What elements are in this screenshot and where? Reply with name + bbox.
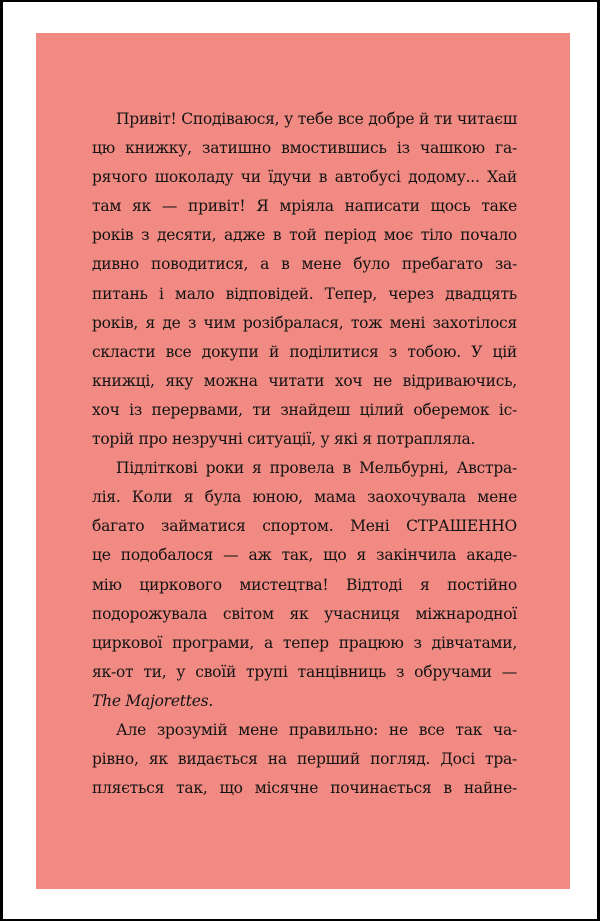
paragraph-3-line-1: Але зрозумій мене правильно: не все так ча- — [116, 720, 517, 739]
paragraph-2-line-9 — [92, 687, 517, 716]
paragraph-2-line-6: подорожувала світом як учасниця міжнародної — [92, 604, 517, 623]
paragraph-3-line-3: пляється так, що місячне починається в найне- — [92, 779, 517, 798]
paragraph-1-line-8: років, я де з чим розібралася, тож мені захотілося — [92, 313, 517, 332]
paragraph-1-line-9: скласти все докупи й поділитися з тобою. У цій — [92, 342, 517, 361]
paragraph-1-line-2: цю книжку, затишно вмостившись із чашкою га- — [92, 139, 517, 158]
paragraph-1-line-6: дивно поводитися, а в мене було пребагато за- — [92, 255, 517, 274]
italic-title: The Majorettes. — [92, 691, 214, 710]
paragraph-2-line-3: багато займатися спортом. Мені СТРАШЕННО — [92, 517, 517, 536]
paragraph-1-line-12: торій про незручні ситуації, у які я потрапляла. — [92, 430, 476, 449]
paragraph-2-line-5: мію циркового мистецтва! Відтоді я постійно — [92, 575, 517, 594]
paragraph-2-line-1: Підліткові роки я провела в Мельбурні, Австра- — [116, 459, 517, 478]
paragraph-1-line-11: хоч із перервами, ти знайдеш цілий оберемок іс- — [92, 400, 517, 419]
paragraph-1-line-5: років з десяти, адже в той період моє тіло почало — [92, 226, 517, 245]
paragraph-1-line-4: там як — привіт! Я мріяла написати щось таке — [92, 197, 517, 216]
paragraph-3-line-2: рівно, як видається на перший погляд. Досі тра- — [92, 750, 517, 769]
paragraph-2-line-2: лія. Коли я була юною, мама заохочувала мене — [92, 488, 517, 507]
paragraph-2-line-4: це подобалося — аж так, що я закінчила акаде- — [92, 546, 517, 565]
paragraph-2-line-8: як-от ти, у своїй трупі танцівниць з обручами — — [92, 662, 517, 681]
paragraph-1-line-10: книжці, яку можна читати хоч не відриваючись, — [92, 371, 517, 390]
body-text — [92, 105, 517, 803]
paragraph-1-line-3: рячого шоколаду чи їдучи в автобусі додому... Хай — [92, 168, 517, 187]
paragraph-1-line-1: Привіт! Сподіваюся, у тебе все добре й ти читаєш — [116, 110, 517, 128]
paragraph-2-line-7: циркової програми, а тепер працюю з дівчатами, — [92, 633, 517, 652]
paragraph-1-line-7: питань і мало відповідей. Тепер, через двадцять — [92, 284, 517, 303]
